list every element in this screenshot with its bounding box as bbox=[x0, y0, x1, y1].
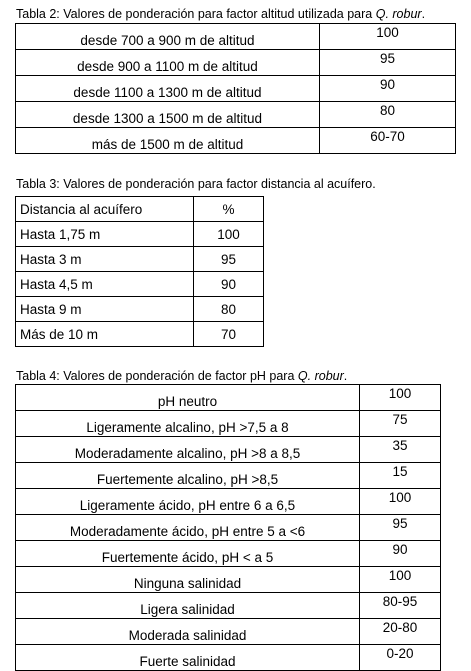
table-cell-label: más de 1500 m de altitud bbox=[16, 128, 320, 154]
table-cell-value: 35 bbox=[360, 437, 441, 463]
table-cell-value: 60-70 bbox=[320, 128, 456, 154]
table-cell-label: Más de 10 m bbox=[16, 322, 194, 347]
tabla2-caption-period: . bbox=[421, 7, 426, 21]
table-cell-label: Hasta 1,75 m bbox=[16, 222, 194, 247]
tabla3-caption: Tabla 3: Valores de ponderación para factor distancia al acuífero. bbox=[16, 177, 376, 191]
table-cell-label: Hasta 3 m bbox=[16, 247, 194, 272]
table-cell-value: 75 bbox=[360, 411, 441, 437]
table-cell-value: 0-20 bbox=[360, 645, 441, 671]
table-cell-value: 80 bbox=[320, 102, 456, 128]
table-cell-label: Fuertemente ácido, pH < a 5 bbox=[16, 541, 360, 567]
table-cell-value: 100 bbox=[360, 489, 441, 515]
table-cell-label: Ligeramente ácido, pH entre 6 a 6,5 bbox=[16, 489, 360, 515]
table-row bbox=[16, 24, 456, 50]
table-row bbox=[16, 76, 456, 102]
table-cell-value: 95 bbox=[320, 50, 456, 76]
table-row bbox=[16, 541, 441, 567]
tabla2-caption bbox=[16, 7, 425, 21]
table-header-label: Distancia al acuífero bbox=[16, 197, 194, 222]
table-row bbox=[16, 385, 441, 411]
table-cell-value: 80-95 bbox=[360, 593, 441, 619]
table-cell-label: pH neutro bbox=[16, 385, 360, 411]
table-row bbox=[16, 272, 264, 297]
table-cell-label: Moderadamente ácido, pH entre 5 a <6 bbox=[16, 515, 360, 541]
table-cell-label: Fuerte salinidad bbox=[16, 645, 360, 671]
table-cell-value: 100 bbox=[320, 24, 456, 50]
table-row bbox=[16, 645, 441, 671]
tabla4-caption-period: . bbox=[343, 369, 348, 383]
table-cell-label: Hasta 4,5 m bbox=[16, 272, 194, 297]
table-header-value: % bbox=[194, 197, 264, 222]
table-row bbox=[16, 411, 441, 437]
table-row bbox=[16, 297, 264, 322]
table-cell-value: 100 bbox=[194, 222, 264, 247]
table-cell-value: 100 bbox=[360, 385, 441, 411]
table-cell-label: Ligera salinidad bbox=[16, 593, 360, 619]
table-cell-label: desde 900 a 1100 m de altitud bbox=[16, 50, 320, 76]
table-cell-label: Fuertemente alcalino, pH >8,5 bbox=[16, 463, 360, 489]
tabla2-caption-text: Tabla 2: Valores de ponderación para factor altitud utilizada para bbox=[16, 7, 376, 21]
table-cell-label: Ligeramente alcalino, pH >7,5 a 8 bbox=[16, 411, 360, 437]
table-row bbox=[16, 593, 441, 619]
table-cell-label: desde 1100 a 1300 m de altitud bbox=[16, 76, 320, 102]
table-cell-value: 70 bbox=[194, 322, 264, 347]
table-row bbox=[16, 619, 441, 645]
table-cell-value: 90 bbox=[320, 76, 456, 102]
table-row bbox=[16, 222, 264, 247]
table-cell-label: Ninguna salinidad bbox=[16, 567, 360, 593]
tabla4-ph bbox=[15, 384, 441, 671]
table-cell-value: 20-80 bbox=[360, 619, 441, 645]
table-cell-value: 100 bbox=[360, 567, 441, 593]
tabla2-altitud bbox=[15, 23, 456, 154]
table-cell-label: desde 700 a 900 m de altitud bbox=[16, 24, 320, 50]
table-row bbox=[16, 489, 441, 515]
table-cell-label: Hasta 9 m bbox=[16, 297, 194, 322]
table-row bbox=[16, 128, 456, 154]
table-row bbox=[16, 515, 441, 541]
table-row bbox=[16, 322, 264, 347]
table-cell-label: Moderadamente alcalino, pH >8 a 8,5 bbox=[16, 437, 360, 463]
table-cell-value: 90 bbox=[194, 272, 264, 297]
table-row bbox=[16, 50, 456, 76]
table-cell-value: 95 bbox=[194, 247, 264, 272]
table-row bbox=[16, 463, 441, 489]
table-cell-label: desde 1300 a 1500 m de altitud bbox=[16, 102, 320, 128]
tabla2-caption-species: Q. robur bbox=[375, 7, 422, 21]
tabla4-caption-species: Q. robur bbox=[297, 369, 344, 383]
table-row bbox=[16, 247, 264, 272]
table-row bbox=[16, 102, 456, 128]
table-cell-label: Moderada salinidad bbox=[16, 619, 360, 645]
table-cell-value: 95 bbox=[360, 515, 441, 541]
tabla4-caption-text: Tabla 4: Valores de ponderación de factor pH para bbox=[16, 369, 298, 383]
tabla4-caption bbox=[16, 369, 347, 383]
table-row bbox=[16, 437, 441, 463]
table-row bbox=[16, 567, 441, 593]
table-header-row bbox=[16, 197, 264, 222]
table-cell-value: 90 bbox=[360, 541, 441, 567]
tabla3-distancia-acuifero bbox=[15, 196, 264, 347]
table-cell-value: 15 bbox=[360, 463, 441, 489]
table-cell-value: 80 bbox=[194, 297, 264, 322]
